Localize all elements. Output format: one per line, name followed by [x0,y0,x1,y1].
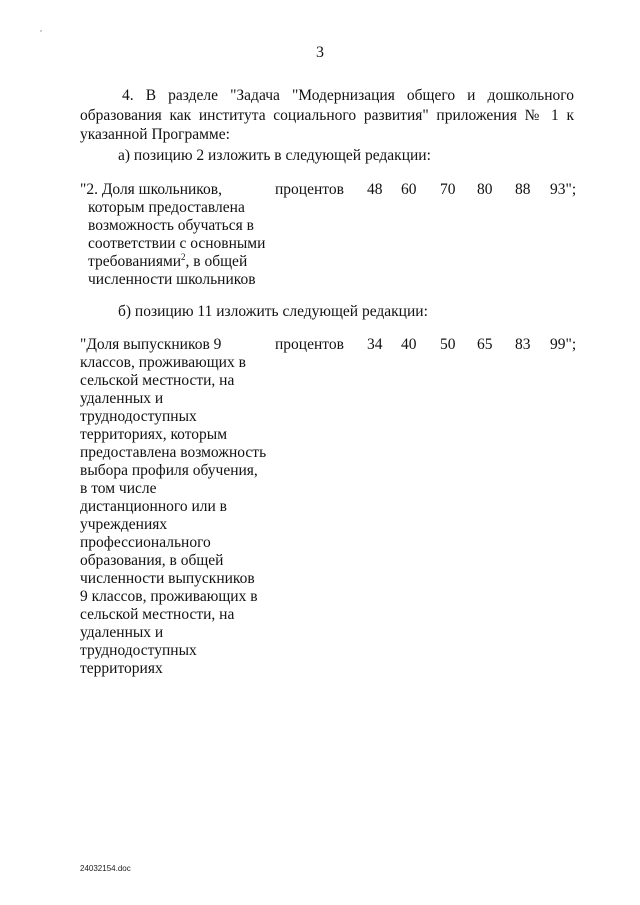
value-cell: 34 [367,336,383,353]
value-cell: 93"; [550,181,577,198]
desc-line: численности школьников [88,271,256,288]
desc-line: учреждениях [80,516,168,533]
desc-line: классов, проживающих в [80,354,246,371]
desc-line: территориях [80,660,163,677]
value-cell: 60 [401,181,417,198]
page-number: 3 [316,44,324,61]
value-cell: 40 [401,336,417,353]
footnote-marker: 2 [181,251,186,262]
value-cell: 88 [515,181,531,198]
table-row-position-11 [80,336,580,681]
desc-line: территориях, которым [80,426,228,443]
desc-text: требованиями [88,253,182,270]
value-cell: 48 [367,181,383,198]
desc-line: предоставлена возможность [80,444,267,461]
desc-line: 9 классов, проживающих в [80,588,258,605]
row-description [80,336,267,678]
desc-line: "Доля выпускников 9 [80,336,222,353]
desc-line: сельской местности, на [80,606,235,623]
document-filename: 24032154.doc [80,864,131,873]
value-cell: 83 [515,336,531,353]
value-cell: 99"; [550,336,577,353]
desc-line: численности выпускников [80,570,255,587]
table-row-position-2 [80,181,580,291]
row-description [80,181,266,289]
unit-label: процентов [275,336,344,353]
desc-line: возможность обучаться в [88,217,254,234]
desc-line: выбора профиля обучения, [80,462,258,479]
desc-line: "2. Доля школьников, [80,181,222,198]
desc-line: образования, в общей [80,552,224,569]
value-cell: 65 [477,336,493,353]
margin-mark [40,30,42,32]
desc-line: труднодоступных [80,408,197,425]
desc-line: сельской местности, на [80,372,235,389]
desc-line: которым предоставлена [88,199,245,216]
value-cell: 70 [440,181,456,198]
intro-text: 4. В разделе "Задача "Модернизация общего и дошкольного образования как института социального развития" приложения № 1 к указанной Программе: [80,87,574,143]
unit-label: процентов [275,181,344,198]
subhead-a: а) позицию 2 изложить в следующей редакции: [118,147,431,164]
desc-line: дистанционного или в [80,498,227,515]
intro-paragraph [80,86,574,145]
value-cell: 50 [440,336,456,353]
desc-text: , в общей [185,253,248,270]
desc-line: профессионального [80,534,211,551]
desc-line: труднодоступных [80,642,197,659]
desc-line: удаленных и [80,390,164,407]
subhead-b: б) позицию 11 изложить следующей редакции: [118,303,428,320]
desc-line: соответствии с основными [88,235,266,252]
desc-line: удаленных и [80,624,164,641]
desc-line [80,253,260,271]
desc-line: в том числе [80,480,157,497]
value-cell: 80 [477,181,493,198]
